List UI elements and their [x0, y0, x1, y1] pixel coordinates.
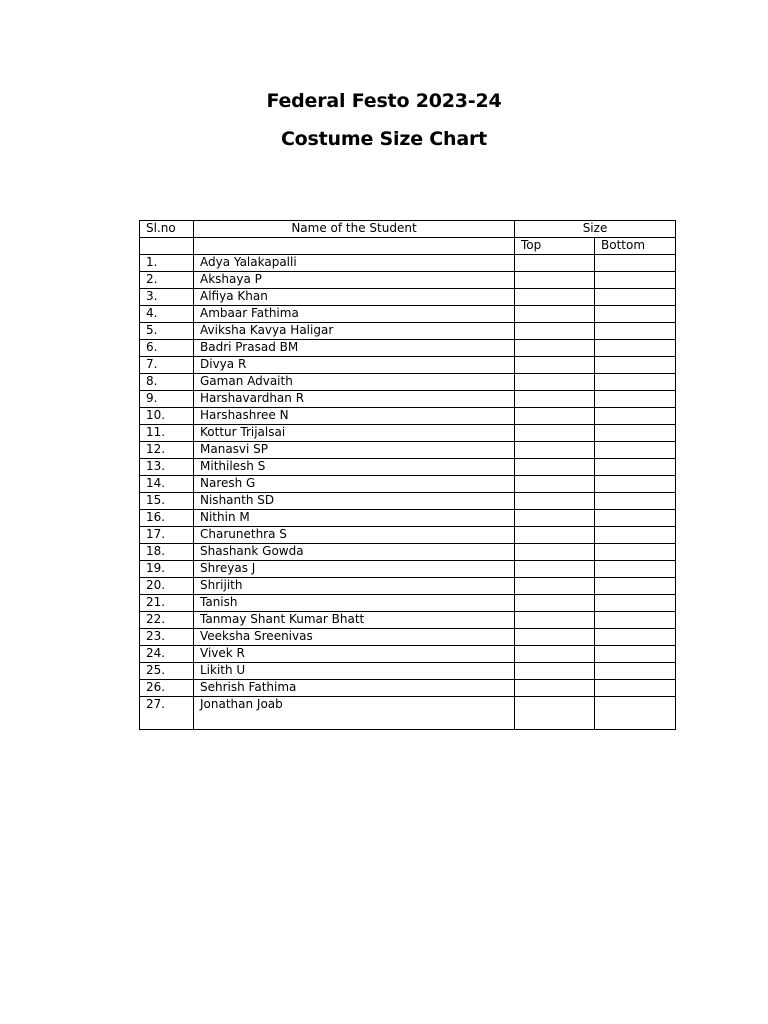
- row-serial-number: 5.: [140, 323, 194, 340]
- row-size-top-cell: [515, 527, 595, 544]
- row-student-name: Manasvi SP: [194, 442, 515, 459]
- row-size-top-cell: [515, 680, 595, 697]
- row-student-name: Tanmay Shant Kumar Bhatt: [194, 612, 515, 629]
- row-size-bottom-cell: [595, 476, 676, 493]
- row-size-top-cell: [515, 476, 595, 493]
- table-row: [140, 476, 676, 493]
- row-student-name: Badri Prasad BM: [194, 340, 515, 357]
- row-size-top-cell: [515, 442, 595, 459]
- table-row: [140, 340, 676, 357]
- row-size-bottom-cell: [595, 629, 676, 646]
- row-serial-number: 7.: [140, 357, 194, 374]
- row-size-top-cell: [515, 578, 595, 595]
- header-top: Top: [515, 238, 595, 255]
- subheader-row: [140, 238, 676, 255]
- row-student-name: Shrijith: [194, 578, 515, 595]
- row-size-top-cell: [515, 357, 595, 374]
- row-student-name: Akshaya P: [194, 272, 515, 289]
- row-size-bottom-cell: [595, 391, 676, 408]
- table-row: [140, 493, 676, 510]
- row-size-bottom-cell: [595, 459, 676, 476]
- row-size-bottom-cell: [595, 408, 676, 425]
- row-serial-number: 3.: [140, 289, 194, 306]
- row-size-bottom-cell: [595, 306, 676, 323]
- row-serial-number: 11.: [140, 425, 194, 442]
- row-student-name: Charunethra S: [194, 527, 515, 544]
- row-student-name: Vivek R: [194, 646, 515, 663]
- row-student-name: Kottur Trijalsai: [194, 425, 515, 442]
- row-size-top-cell: [515, 697, 595, 730]
- table-row: [140, 357, 676, 374]
- row-serial-number: 17.: [140, 527, 194, 544]
- row-serial-number: 2.: [140, 272, 194, 289]
- row-student-name: Harshavardhan R: [194, 391, 515, 408]
- row-size-top-cell: [515, 493, 595, 510]
- table-row: [140, 425, 676, 442]
- table-row: [140, 612, 676, 629]
- row-student-name: Naresh G: [194, 476, 515, 493]
- row-size-bottom-cell: [595, 289, 676, 306]
- table-row: [140, 442, 676, 459]
- row-size-top-cell: [515, 340, 595, 357]
- row-size-bottom-cell: [595, 255, 676, 272]
- row-size-top-cell: [515, 510, 595, 527]
- row-size-bottom-cell: [595, 680, 676, 697]
- table-row: [140, 255, 676, 272]
- table-row: [140, 459, 676, 476]
- row-student-name: Nishanth SD: [194, 493, 515, 510]
- row-size-bottom-cell: [595, 697, 676, 730]
- header-row: [140, 221, 676, 238]
- row-size-top-cell: [515, 544, 595, 561]
- document-subtitle: Costume Size Chart: [280, 128, 488, 150]
- row-student-name: Tanish: [194, 595, 515, 612]
- row-serial-number: 1.: [140, 255, 194, 272]
- row-size-bottom-cell: [595, 612, 676, 629]
- row-size-bottom-cell: [595, 493, 676, 510]
- row-serial-number: 22.: [140, 612, 194, 629]
- row-size-top-cell: [515, 289, 595, 306]
- row-size-top-cell: [515, 663, 595, 680]
- row-student-name: Adya Yalakapalli: [194, 255, 515, 272]
- row-serial-number: 12.: [140, 442, 194, 459]
- table-row: [140, 306, 676, 323]
- document-title: Federal Festo 2023-24: [266, 90, 502, 112]
- row-serial-number: 10.: [140, 408, 194, 425]
- table-row: [140, 510, 676, 527]
- row-size-top-cell: [515, 595, 595, 612]
- row-size-bottom-cell: [595, 544, 676, 561]
- table-body: [140, 221, 676, 730]
- row-size-top-cell: [515, 646, 595, 663]
- table-row: [140, 272, 676, 289]
- row-student-name: Jonathan Joab: [194, 697, 515, 730]
- row-student-name: Nithin M: [194, 510, 515, 527]
- table-row: [140, 646, 676, 663]
- row-size-top-cell: [515, 425, 595, 442]
- row-serial-number: 9.: [140, 391, 194, 408]
- row-serial-number: 4.: [140, 306, 194, 323]
- table-row: [140, 578, 676, 595]
- row-size-top-cell: [515, 408, 595, 425]
- row-serial-number: 19.: [140, 561, 194, 578]
- row-serial-number: 20.: [140, 578, 194, 595]
- row-size-top-cell: [515, 255, 595, 272]
- row-student-name: Ambaar Fathima: [194, 306, 515, 323]
- row-size-top-cell: [515, 561, 595, 578]
- table-row: [140, 289, 676, 306]
- header-bottom: Bottom: [595, 238, 676, 255]
- row-size-top-cell: [515, 629, 595, 646]
- row-serial-number: 27.: [140, 697, 194, 730]
- row-size-bottom-cell: [595, 561, 676, 578]
- header-slno: Sl.no: [140, 221, 194, 238]
- row-size-bottom-cell: [595, 340, 676, 357]
- row-size-top-cell: [515, 612, 595, 629]
- table-row: [140, 629, 676, 646]
- subheader-empty-name: [194, 238, 515, 255]
- row-serial-number: 15.: [140, 493, 194, 510]
- row-size-top-cell: [515, 459, 595, 476]
- table-row: [140, 663, 676, 680]
- row-student-name: Gaman Advaith: [194, 374, 515, 391]
- row-size-bottom-cell: [595, 374, 676, 391]
- row-serial-number: 8.: [140, 374, 194, 391]
- row-serial-number: 14.: [140, 476, 194, 493]
- row-student-name: Divya R: [194, 357, 515, 374]
- row-size-bottom-cell: [595, 323, 676, 340]
- row-serial-number: 25.: [140, 663, 194, 680]
- row-size-bottom-cell: [595, 595, 676, 612]
- row-student-name: Mithilesh S: [194, 459, 515, 476]
- row-size-bottom-cell: [595, 357, 676, 374]
- subheader-empty-slno: [140, 238, 194, 255]
- table-row: [140, 374, 676, 391]
- header-student-name: Name of the Student: [194, 221, 515, 238]
- row-size-top-cell: [515, 272, 595, 289]
- table-row: [140, 408, 676, 425]
- row-size-bottom-cell: [595, 663, 676, 680]
- row-serial-number: 16.: [140, 510, 194, 527]
- row-size-top-cell: [515, 391, 595, 408]
- header-size: Size: [515, 221, 676, 238]
- row-size-bottom-cell: [595, 646, 676, 663]
- table-row: [140, 391, 676, 408]
- row-student-name: Shreyas J: [194, 561, 515, 578]
- row-size-bottom-cell: [595, 578, 676, 595]
- row-student-name: Likith U: [194, 663, 515, 680]
- row-student-name: Harshashree N: [194, 408, 515, 425]
- row-student-name: Sehrish Fathima: [194, 680, 515, 697]
- row-serial-number: 13.: [140, 459, 194, 476]
- row-student-name: Veeksha Sreenivas: [194, 629, 515, 646]
- table-row: [140, 697, 676, 730]
- row-size-top-cell: [515, 323, 595, 340]
- table-row: [140, 561, 676, 578]
- table-row: [140, 323, 676, 340]
- row-serial-number: 21.: [140, 595, 194, 612]
- row-student-name: Alfiya Khan: [194, 289, 515, 306]
- table-row: [140, 527, 676, 544]
- row-serial-number: 24.: [140, 646, 194, 663]
- row-serial-number: 23.: [140, 629, 194, 646]
- costume-size-table: [139, 220, 676, 730]
- row-size-bottom-cell: [595, 510, 676, 527]
- table-row: [140, 595, 676, 612]
- row-size-bottom-cell: [595, 425, 676, 442]
- table-row: [140, 680, 676, 697]
- row-size-bottom-cell: [595, 442, 676, 459]
- row-student-name: Shashank Gowda: [194, 544, 515, 561]
- row-size-top-cell: [515, 306, 595, 323]
- row-serial-number: 6.: [140, 340, 194, 357]
- row-size-top-cell: [515, 374, 595, 391]
- table-row: [140, 544, 676, 561]
- row-size-bottom-cell: [595, 527, 676, 544]
- row-serial-number: 26.: [140, 680, 194, 697]
- row-student-name: Aviksha Kavya Haligar: [194, 323, 515, 340]
- row-size-bottom-cell: [595, 272, 676, 289]
- row-serial-number: 18.: [140, 544, 194, 561]
